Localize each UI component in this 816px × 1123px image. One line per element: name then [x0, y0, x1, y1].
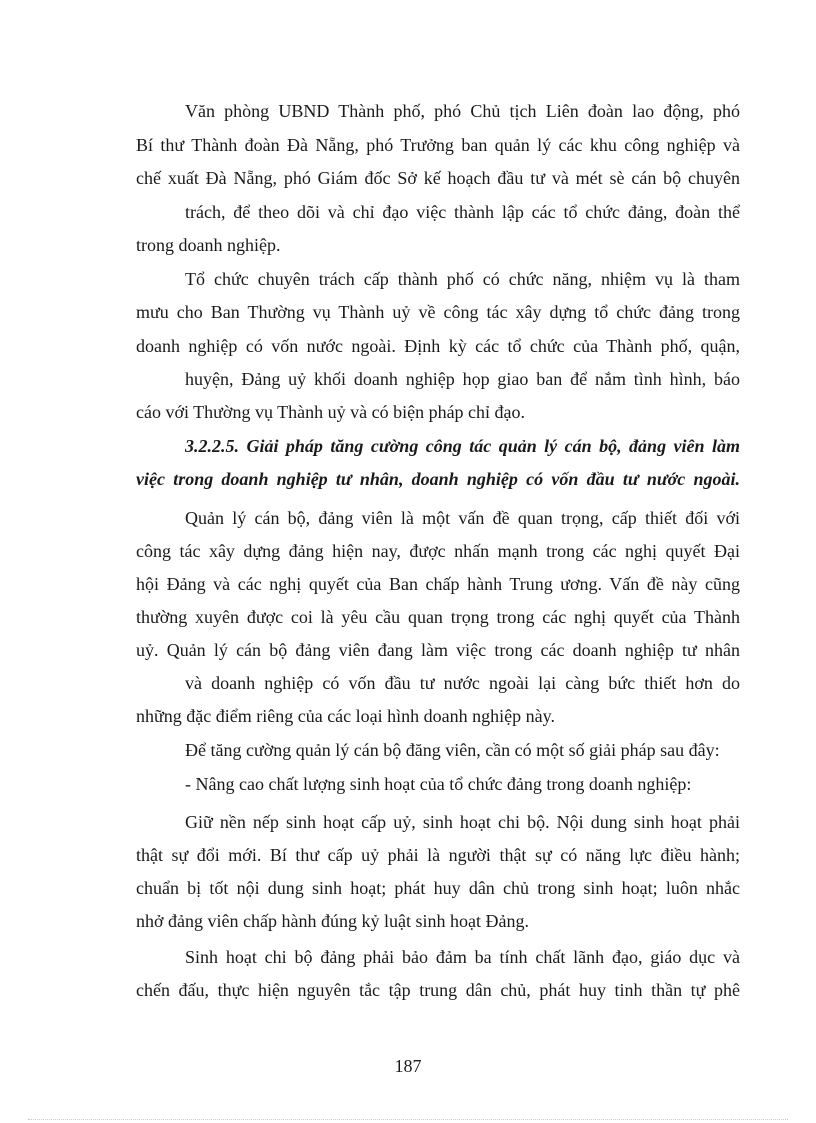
text-line: Quản lý cán bộ, đảng viên là một vấn đề quan trọng, cấp thiết đối với — [185, 508, 740, 528]
text-line: trong doanh nghiệp. — [136, 235, 281, 255]
text-line: uỷ. Quản lý cán bộ đảng viên đang làm việc trong các doanh nghiệp tư nhân — [136, 640, 740, 660]
text-line: doanh nghiệp có vốn nước ngoài. Định kỳ các tổ chức của Thành phố, quận, — [136, 336, 740, 356]
text-line: chuẩn bị tốt nội dung sinh hoạt; phát huy dân chủ trong sinh hoạt; luôn nhắc — [136, 878, 740, 898]
text-line: chế xuất Đà Nẵng, phó Giám đốc Sở kế hoạch đầu tư và mét sè cán bộ chuyên — [136, 168, 740, 188]
text-line: hội Đảng và các nghị quyết của Ban chấp hành Trung ương. Vấn đề này cũng — [136, 574, 740, 594]
text-line: thật sự đổi mới. Bí thư cấp uỷ phải là người thật sự có năng lực điều hành; — [136, 845, 740, 865]
text-line: nhở đảng viên chấp hành đúng kỷ luật sinh hoạt Đảng. — [136, 911, 529, 931]
section-heading: 3.2.2.5. Giải pháp tăng cường công tác quản lý cán bộ, đảng viên làm — [185, 436, 740, 456]
text-line: Sinh hoạt chi bộ đảng phải bảo đảm ba tính chất lãnh đạo, giáo dục và — [185, 947, 740, 967]
text-line: và doanh nghiệp có vốn đầu tư nước ngoài lại càng bức thiết hơn do — [185, 673, 740, 693]
text-line: mưu cho Ban Thường vụ Thành uỷ về công tác xây dựng tổ chức đảng trong — [136, 302, 740, 322]
text-line: trách, để theo dõi và chỉ đạo việc thành lập các tổ chức đảng, đoàn thể — [185, 202, 740, 222]
text-line: Bí thư Thành đoàn Đà Nẵng, phó Trưởng ban quản lý các khu công nghiệp và — [136, 135, 740, 155]
page-number: 187 — [394, 1056, 422, 1076]
text-line: Văn phòng UBND Thành phố, phó Chủ tịch Liên đoàn lao động, phó — [185, 101, 740, 121]
text-line: Tổ chức chuyên trách cấp thành phố có chức năng, nhiệm vụ là tham — [185, 269, 740, 289]
footer-divider — [28, 1119, 788, 1120]
text-line: chến đấu, thực hiện nguyên tắc tập trung dân chủ, phát huy tinh thần tự phê — [136, 980, 740, 1000]
text-line: thường xuyên được coi là yêu cầu quan trọng trong các nghị quyết của Thành — [136, 607, 740, 627]
text-line: - Nâng cao chất lượng sinh hoạt của tổ chức đảng trong doanh nghiệp: — [185, 774, 692, 794]
text-line: cáo với Thường vụ Thành uỷ và có biện pháp chỉ đạo. — [136, 402, 526, 422]
text-line: Để tăng cường quản lý cán bộ đăng viên, cần có một số giải pháp sau đây: — [185, 740, 720, 760]
text-line: công tác xây dựng đảng hiện nay, được nhấn mạnh trong các nghị quyết Đại — [136, 541, 740, 561]
text-line: những đặc điểm riêng của các loại hình doanh nghiệp này. — [136, 706, 555, 726]
text-line: huyện, Đảng uỷ khối doanh nghiệp họp giao ban để nắm tình hình, báo — [185, 369, 740, 389]
section-heading: việc trong doanh nghiệp tư nhân, doanh nghiệp có vốn đầu tư nước ngoài. — [136, 469, 740, 489]
text-line: Giữ nền nếp sinh hoạt cấp uỷ, sinh hoạt chi bộ. Nội dung sinh hoạt phải — [185, 812, 740, 832]
